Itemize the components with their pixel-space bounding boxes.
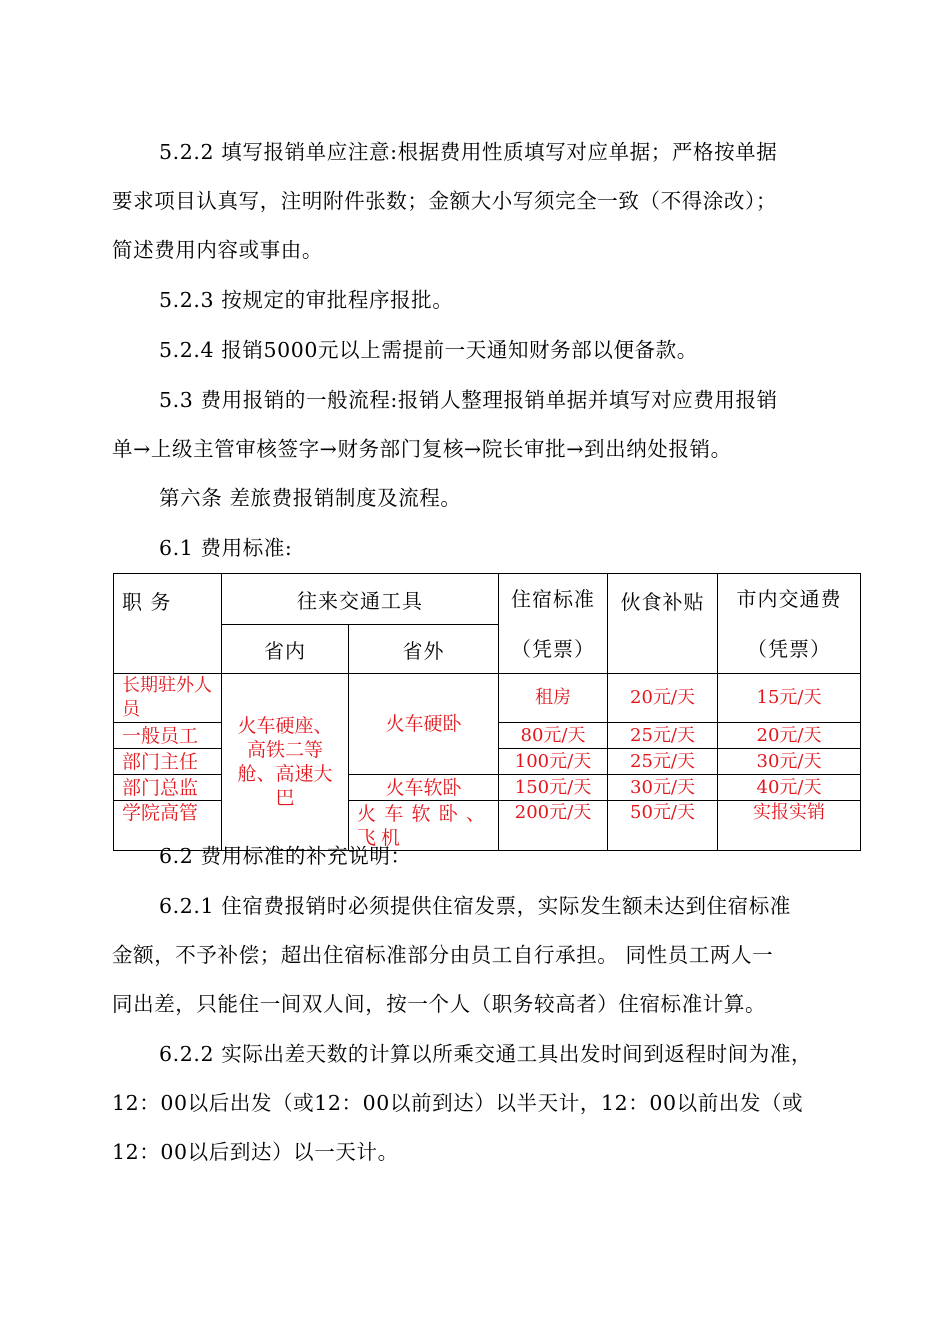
text-line: 要求项目认真写，注明附件张数；金额大小写须完全一致（不得涂改）；	[112, 189, 777, 213]
row-local: 实报实销	[718, 801, 861, 851]
text-line: 12：00以后出发（或12：00以前到达）以半天计，12：00以前出发（或	[112, 1091, 804, 1115]
text-line: 5.2.3 按规定的审批程序报批。	[159, 288, 454, 312]
header-local-title: 市内交通费	[736, 587, 842, 611]
row-local: 40元/天	[718, 775, 861, 801]
row-local: 20元/天	[718, 723, 861, 749]
text-line: 5.2.2 填写报销单应注意:根据费用性质填写对应单据；严格按单据	[159, 140, 778, 164]
out-province-hard-sleeper: 火车硬卧	[349, 674, 499, 775]
text-line: 简述费用内容或事由。	[112, 238, 323, 262]
out-province-soft-sleeper-plane: 火车软卧、飞机	[349, 801, 499, 851]
header-in-province: 省内	[222, 625, 349, 674]
text-line: 6.2.2 实际出差天数的计算以所乘交通工具出发时间到返程时间为准，	[159, 1042, 813, 1066]
header-meal: 伙食补贴	[608, 574, 718, 674]
row-lodging: 80元/天	[499, 723, 608, 749]
row-meal: 30元/天	[608, 775, 718, 801]
article-6-heading	[112, 474, 857, 523]
paragraph-5-3	[112, 376, 857, 474]
paragraph-5-2-3	[112, 276, 857, 325]
paragraph-6-2-2	[112, 1030, 857, 1177]
row-lodging: 租房	[499, 674, 608, 723]
in-province-line: 巴	[275, 787, 295, 809]
text-line: 单→上级主管审核签字→财务部门复核→院长审批→到出纳处报销。	[112, 437, 732, 461]
text-line: 5.3 费用报销的一般流程:报销人整理报销单据并填写对应费用报销	[159, 388, 778, 412]
row-position: 部门主任	[114, 749, 222, 775]
header-out-province: 省外	[349, 625, 499, 674]
row-position: 一般员工	[114, 723, 222, 749]
paragraph-5-2-4	[112, 326, 857, 375]
out-province-soft-sleeper: 火车软卧	[349, 775, 499, 801]
text-line: 6.2 费用标准的补充说明：	[159, 844, 412, 868]
row-local: 30元/天	[718, 749, 861, 775]
text-line: 12：00以后到达）以一天计。	[112, 1140, 399, 1164]
text-line: 6.2.1 住宿费报销时必须提供住宿发票，实际发生额未达到住宿标准	[159, 894, 791, 918]
text-line: 同出差，只能住一间双人间，按一个人（职务较高者）住宿标准计算。	[112, 992, 767, 1016]
expense-standard-table	[113, 573, 861, 851]
row-lodging: 200元/天	[499, 801, 608, 851]
text-line: 6.1 费用标准:	[159, 536, 293, 560]
row-meal: 50元/天	[608, 801, 718, 851]
row-position: 学院高管	[114, 801, 222, 851]
text-line: 5.2.4 报销5000元以上需提前一天通知财务部以便备款。	[159, 338, 698, 362]
row-position: 长期驻外人员	[114, 674, 222, 723]
text-line: 金额，不予补偿；超出住宿标准部分由员工自行承担。 同性员工两人一	[112, 943, 774, 967]
paragraph-5-2-2	[112, 128, 857, 275]
header-transport: 往来交通工具	[222, 574, 499, 625]
row-meal: 25元/天	[608, 723, 718, 749]
paragraph-6-2-1	[112, 882, 857, 1029]
row-lodging: 150元/天	[499, 775, 608, 801]
header-local-note: （凭票）	[747, 637, 831, 661]
in-province-line: 高铁二等	[246, 739, 323, 761]
header-lodging-title: 住宿标准	[511, 587, 595, 611]
row-meal: 25元/天	[608, 749, 718, 775]
row-local: 15元/天	[718, 674, 861, 723]
row-meal: 20元/天	[608, 674, 718, 723]
header-position: 职 务	[114, 574, 222, 674]
text-line: 第六条 差旅费报销制度及流程。	[159, 486, 462, 510]
in-province-line: 火车硬座、	[237, 715, 333, 737]
header-local	[718, 574, 861, 674]
row-lodging: 100元/天	[499, 749, 608, 775]
in-province-line: 舱、高速大	[237, 763, 333, 785]
row-position: 部门总监	[114, 775, 222, 801]
header-lodging-note: （凭票）	[511, 637, 595, 661]
section-6-1-heading	[112, 524, 857, 573]
in-province-transport	[222, 674, 349, 851]
header-lodging	[499, 574, 608, 674]
section-6-2-heading	[112, 832, 857, 881]
